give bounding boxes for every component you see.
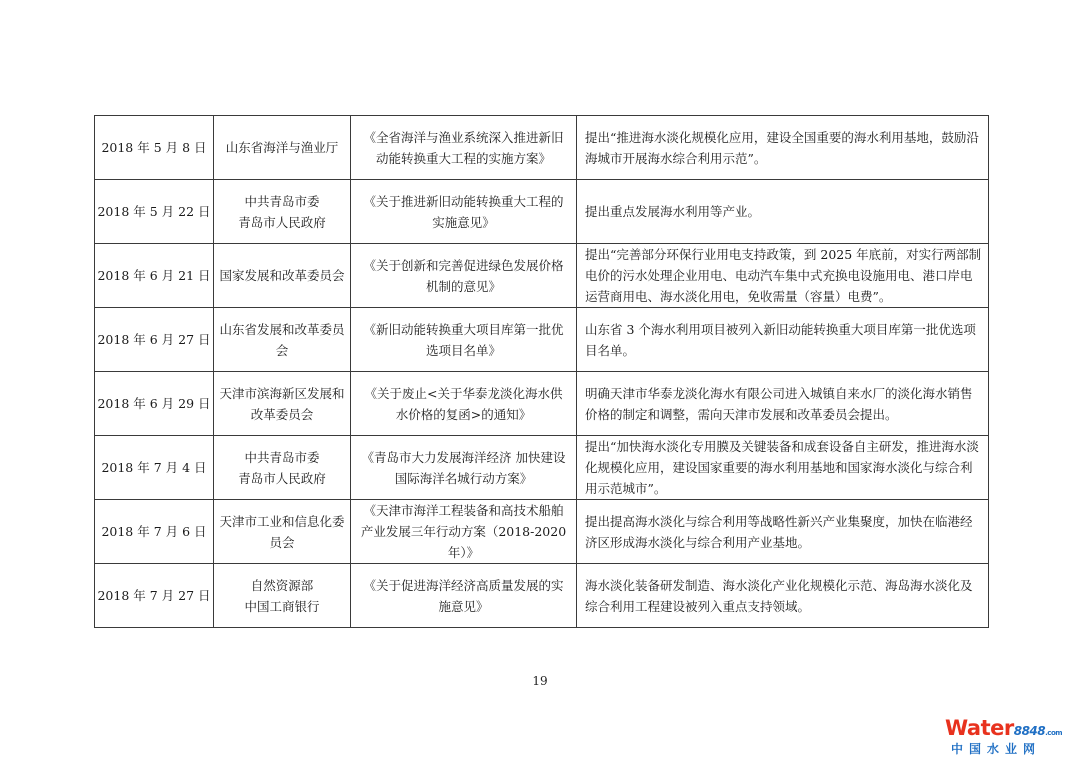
row-date: 2018 年 7 月 27 日 [95, 564, 214, 628]
policy-table [94, 115, 989, 628]
table-row [95, 244, 989, 308]
row-content: 提出“加快海水淡化专用膜及关键装备和成套设备自主研发，推进海水淡化规模化应用，建设国家重要的海水利用基地和国家海水淡化与综合利用示范城市”。 [577, 436, 989, 500]
row-date: 2018 年 7 月 6 日 [95, 500, 214, 564]
table-row [95, 564, 989, 628]
watermark-logo [945, 716, 1073, 758]
policy-table-body [95, 116, 989, 628]
table-row [95, 500, 989, 564]
row-date: 2018 年 5 月 22 日 [95, 180, 214, 244]
table-row [95, 116, 989, 180]
row-department: 中共青岛市委 青岛市人民政府 [214, 180, 351, 244]
watermark-brand-mark [945, 716, 1062, 740]
table-row [95, 308, 989, 372]
row-content: 提出“推进海水淡化规模化应用，建设全国重要的海水利用基地，鼓励沿海城市开展海水综合利用示范”。 [577, 116, 989, 180]
row-date: 2018 年 6 月 29 日 [95, 372, 214, 436]
row-content: 海水淡化装备研发制造、海水淡化产业化规模化示范、海岛海水淡化及综合利用工程建设被列入重点支持领域。 [577, 564, 989, 628]
row-content: 提出“完善部分环保行业用电支持政策，到 2025 年底前，对实行两部制电价的污水处理企业用电、电动汽车集中式充换电设施用电、港口岸电运营商用电、海水淡化用电，免收需量（容量）电费”。 [577, 244, 989, 308]
row-document: 《青岛市大力发展海洋经济 加快建设国际海洋名城行动方案》 [351, 436, 577, 500]
row-department: 自然资源部 中国工商银行 [214, 564, 351, 628]
row-date: 2018 年 6 月 21 日 [95, 244, 214, 308]
row-document: 《全省海洋与渔业系统深入推进新旧动能转换重大工程的实施方案》 [351, 116, 577, 180]
watermark-number: 8848 [1013, 724, 1046, 738]
row-date: 2018 年 7 月 4 日 [95, 436, 214, 500]
row-department: 天津市滨海新区发展和改革委员会 [214, 372, 351, 436]
table-row [95, 436, 989, 500]
row-document: 《关于促进海洋经济高质量发展的实施意见》 [351, 564, 577, 628]
row-date: 2018 年 5 月 8 日 [95, 116, 214, 180]
row-department: 山东省海洋与渔业厅 [214, 116, 351, 180]
row-department: 山东省发展和改革委员会 [214, 308, 351, 372]
row-document: 《关于推进新旧动能转换重大工程的实施意见》 [351, 180, 577, 244]
row-date: 2018 年 6 月 27 日 [95, 308, 214, 372]
row-content: 提出重点发展海水利用等产业。 [577, 180, 989, 244]
row-document: 《关于废止<关于华泰龙淡化海水供水价格的复函>的通知》 [351, 372, 577, 436]
table-row [95, 180, 989, 244]
watermark-suffix: .com [1045, 729, 1063, 737]
watermark-chinese: 中国水业网 [951, 742, 1042, 756]
row-department: 中共青岛市委 青岛市人民政府 [214, 436, 351, 500]
row-department: 国家发展和改革委员会 [214, 244, 351, 308]
row-document: 《新旧动能转换重大项目库第一批优选项目名单》 [351, 308, 577, 372]
page-number: 19 [532, 674, 548, 688]
row-content: 山东省 3 个海水利用项目被列入新旧动能转换重大项目库第一批优选项目名单。 [577, 308, 989, 372]
row-document: 《关于创新和完善促进绿色发展价格机制的意见》 [351, 244, 577, 308]
row-content: 明确天津市华泰龙淡化海水有限公司进入城镇自来水厂的淡化海水销售价格的制定和调整，需向天津市发展和改革委员会提出。 [577, 372, 989, 436]
watermark-brand: Water [945, 716, 1014, 740]
row-department: 天津市工业和信息化委员会 [214, 500, 351, 564]
row-document: 《天津市海洋工程装备和高技术船舶产业发展三年行动方案（2018-2020 年）》 [351, 500, 577, 564]
table-row [95, 372, 989, 436]
row-content: 提出提高海水淡化与综合利用等战略性新兴产业集聚度，加快在临港经济区形成海水淡化与综合利用产业基地。 [577, 500, 989, 564]
